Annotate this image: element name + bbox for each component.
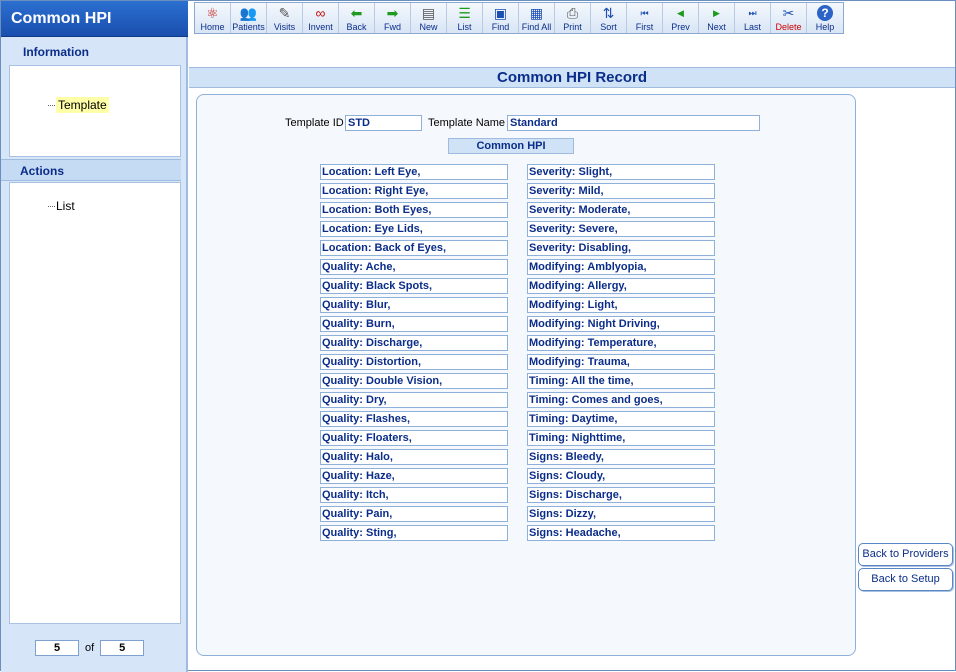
last-button[interactable]: [735, 3, 771, 33]
patients-button[interactable]: [231, 3, 267, 33]
record-pager: [35, 640, 144, 656]
hpi-entry-field[interactable]: Quality: Haze,: [320, 468, 508, 484]
last-icon: ⏭: [748, 8, 757, 18]
find-button[interactable]: [483, 3, 519, 33]
hpi-entry-field[interactable]: Quality: Floaters,: [320, 430, 508, 446]
patients-icon: 👥: [239, 5, 258, 21]
hpi-entry-field[interactable]: Signs: Bleedy,: [527, 449, 715, 465]
hpi-entry-field[interactable]: Location: Back of Eyes,: [320, 240, 508, 256]
back-to-setup-button[interactable]: Back to Setup: [858, 568, 953, 591]
app-title: Common HPI: [1, 1, 188, 37]
home-label: Home: [200, 22, 225, 32]
new-button[interactable]: [411, 3, 447, 33]
actions-heading: Actions: [1, 159, 181, 181]
visits-label: Visits: [273, 22, 296, 32]
next-label: Next: [707, 22, 726, 32]
hpi-entry-field[interactable]: Quality: Black Spots,: [320, 278, 508, 294]
first-button[interactable]: [627, 3, 663, 33]
hpi-entry-field[interactable]: Quality: Discharge,: [320, 335, 508, 351]
patients-label: Patients: [232, 22, 265, 32]
find-icon: ▣: [493, 5, 508, 21]
hpi-entry-field[interactable]: Severity: Slight,: [527, 164, 715, 180]
sidebar-item-list[interactable]: [48, 199, 75, 213]
print-label: Print: [563, 22, 582, 32]
new-label: New: [419, 22, 438, 32]
print-button[interactable]: [555, 3, 591, 33]
hpi-right-column: [527, 164, 715, 544]
hpi-entry-field[interactable]: Modifying: Amblyopia,: [527, 259, 715, 275]
forward-button[interactable]: [375, 3, 411, 33]
back-button[interactable]: [339, 3, 375, 33]
hpi-entry-field[interactable]: Timing: Daytime,: [527, 411, 715, 427]
section-label: Common HPI: [448, 138, 574, 154]
hpi-entry-field[interactable]: Modifying: Allergy,: [527, 278, 715, 294]
first-label: First: [635, 22, 654, 32]
hpi-entry-field[interactable]: Timing: Comes and goes,: [527, 392, 715, 408]
prev-button[interactable]: [663, 3, 699, 33]
information-heading: Information: [23, 45, 89, 59]
hpi-left-column: [320, 164, 508, 544]
new-icon: ▤: [421, 5, 436, 21]
delete-button[interactable]: [771, 3, 807, 33]
hpi-entry-field[interactable]: Quality: Itch,: [320, 487, 508, 503]
template-name-label: Template Name: [428, 117, 506, 129]
last-label: Last: [743, 22, 761, 32]
hpi-entry-field[interactable]: Quality: Dry,: [320, 392, 508, 408]
hpi-entry-field[interactable]: Quality: Sting,: [320, 525, 508, 541]
arrow-left-icon: ⬅: [350, 5, 363, 21]
glasses-icon: ∞: [315, 5, 326, 21]
find-all-button[interactable]: [519, 3, 555, 33]
hpi-entry-field[interactable]: Timing: All the time,: [527, 373, 715, 389]
first-icon: ⏮: [640, 8, 649, 18]
find-label: Find: [491, 22, 510, 32]
find-all-label: Find All: [521, 22, 552, 32]
hpi-entry-field[interactable]: Severity: Disabling,: [527, 240, 715, 256]
hpi-entry-field[interactable]: Location: Left Eye,: [320, 164, 508, 180]
hpi-entry-field[interactable]: Quality: Pain,: [320, 506, 508, 522]
hpi-entry-field[interactable]: Severity: Severe,: [527, 221, 715, 237]
hpi-entry-field[interactable]: Quality: Double Vision,: [320, 373, 508, 389]
next-icon: ▶: [713, 8, 720, 18]
help-button[interactable]: [807, 3, 843, 33]
template-name-field[interactable]: Standard: [507, 115, 760, 131]
prev-label: Prev: [671, 22, 690, 32]
sort-label: Sort: [600, 22, 617, 32]
list-label: List: [457, 22, 472, 32]
list-button[interactable]: [447, 3, 483, 33]
help-label: Help: [815, 22, 835, 32]
hpi-entry-field[interactable]: Modifying: Night Driving,: [527, 316, 715, 332]
hpi-entry-field[interactable]: Signs: Discharge,: [527, 487, 715, 503]
hpi-entry-field[interactable]: Location: Right Eye,: [320, 183, 508, 199]
printer-icon: ⎙: [566, 5, 579, 21]
home-button[interactable]: [195, 3, 231, 33]
hpi-entry-field[interactable]: Quality: Flashes,: [320, 411, 508, 427]
home-icon: ⚛: [206, 5, 219, 21]
sort-button[interactable]: [591, 3, 627, 33]
hpi-entry-field[interactable]: Severity: Mild,: [527, 183, 715, 199]
invent-label: Invent: [308, 22, 333, 32]
visits-button[interactable]: [267, 3, 303, 33]
sidebar-item-label: Template: [58, 98, 107, 112]
hpi-entry-field[interactable]: Location: Both Eyes,: [320, 202, 508, 218]
arrow-right-icon: ➡: [386, 5, 399, 21]
sidebar-item-label: List: [56, 199, 75, 213]
sort-icon: ⇅: [602, 5, 615, 21]
back-label: Back: [346, 22, 367, 32]
hpi-entry-field[interactable]: Signs: Headache,: [527, 525, 715, 541]
hpi-entry-field[interactable]: Signs: Cloudy,: [527, 468, 715, 484]
actions-panel: [9, 182, 181, 624]
hpi-entry-field[interactable]: Severity: Moderate,: [527, 202, 715, 218]
sidebar: [1, 1, 188, 672]
list-icon: ☰: [458, 5, 471, 21]
prev-icon: ◀: [677, 8, 684, 18]
template-id-field[interactable]: STD: [345, 115, 422, 131]
invent-button[interactable]: [303, 3, 339, 33]
sidebar-item-template[interactable]: [48, 98, 109, 112]
back-to-providers-button[interactable]: Back to Providers: [858, 543, 953, 566]
hpi-entry-field[interactable]: Quality: Blur,: [320, 297, 508, 313]
find-all-icon: ▦: [529, 5, 544, 21]
hpi-entry-field[interactable]: Modifying: Trauma,: [527, 354, 715, 370]
record-panel: [196, 94, 856, 656]
hpi-entry-field[interactable]: Quality: Burn,: [320, 316, 508, 332]
hpi-entry-field[interactable]: Modifying: Light,: [527, 297, 715, 313]
delete-icon: ✂: [782, 5, 795, 21]
hpi-entry-field[interactable]: Quality: Distortion,: [320, 354, 508, 370]
toolbar: [194, 2, 844, 34]
forward-label: Fwd: [383, 22, 401, 32]
pager-total: 5: [100, 640, 144, 656]
pager-current: 5: [35, 640, 79, 656]
page-title: Common HPI Record: [189, 67, 955, 88]
information-panel: [9, 65, 181, 157]
visits-icon: ✎: [278, 5, 291, 21]
hpi-entry-field[interactable]: Signs: Dizzy,: [527, 506, 715, 522]
hpi-entry-field[interactable]: Location: Eye Lids,: [320, 221, 508, 237]
hpi-entry-field[interactable]: Modifying: Temperature,: [527, 335, 715, 351]
pager-of-label: of: [85, 642, 95, 654]
hpi-entry-field[interactable]: Quality: Halo,: [320, 449, 508, 465]
hpi-entry-field[interactable]: Timing: Nighttime,: [527, 430, 715, 446]
help-icon: ?: [817, 5, 833, 21]
template-id-label: Template ID: [285, 117, 344, 129]
next-button[interactable]: [699, 3, 735, 33]
hpi-entry-field[interactable]: Quality: Ache,: [320, 259, 508, 275]
delete-label: Delete: [775, 22, 802, 32]
